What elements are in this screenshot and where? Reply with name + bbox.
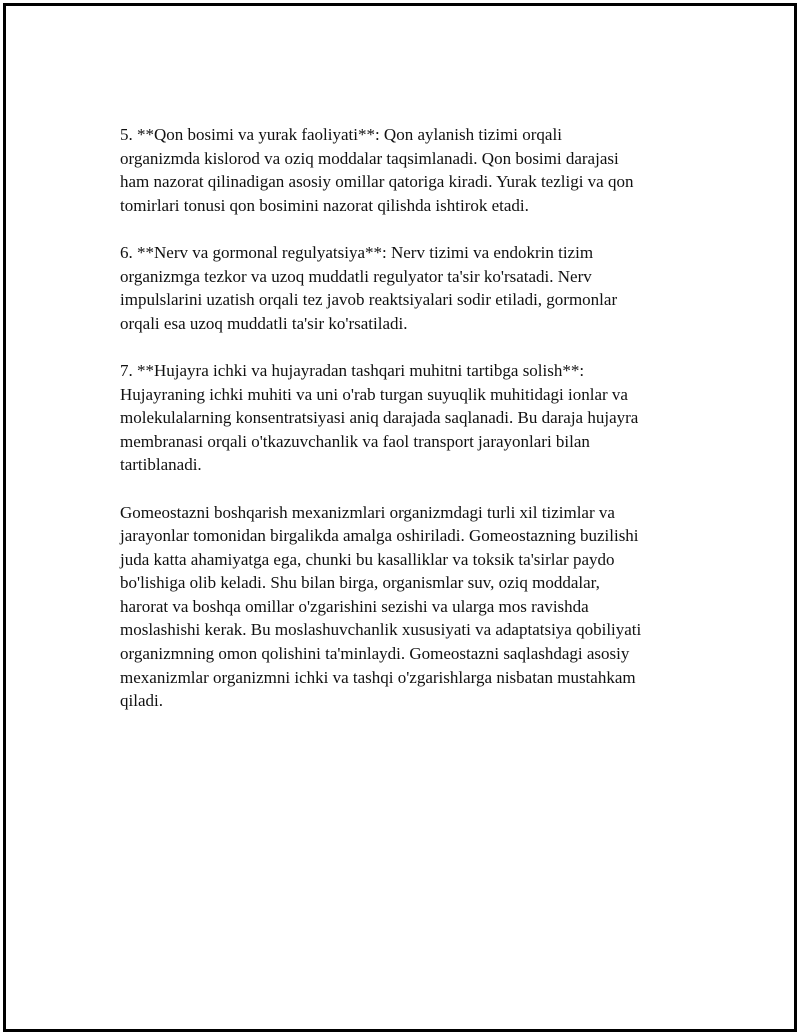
paragraph-cell-environment: 7. **Hujayra ichki va hujayradan tashqari muhitni tartibga solish**: Hujayraning ichki muhiti va uni o'rab turgan suyuqlik muhitidagi ionlar va molekulalarning konsentratsiyasi aniq darajada saqlanadi. Bu daraja hujayra membranasi orqali o'tkazuvchanlik va faol transport jarayonlari bilan tartiblanadi. [120,360,639,475]
paragraph-blood-pressure: 5. **Qon bosimi va yurak faoliyati**: Qon aylanish tizimi orqali organizmda kislorod va oziq moddalar taqsimlanadi. Qon bosimi darajasi ham nazorat qilinadigan asosiy omillar qatoriga kiradi. Yurak tezligi va qon tomirlari tonusi qon bosimini nazorat qilishda ishtirok etadi. [120,125,634,215]
document-body [120,123,690,736]
paragraph-homeostasis-summary: Gomeostazni boshqarish mexanizmlari organizmdagi turli xil tizimlar va jarayonlar tomonidan birgalikda amalga oshiriladi. Gomeostazning buzilishi juda katta ahamiyatga ega, chunki bu kasalliklar va toksik ta'sirlar paydo bo'lishiga olib keladi. Shu bilan birga, organismlar suv, oziq moddalar, harorat va boshqa omillar o'zgarishini sezishi va ularga mos ravishda moslashishi kerak. Bu moslashuvchanlik xususiyati va adaptatsiya qobiliyati organizmning omon qolishini ta'minlaydi. Gomeostazni saqlashdagi asosiy mexanizmlar organizmni ichki va tashqi o'zgarishlarga nisbatan mustahkam qiladi. [120,502,642,711]
paragraph-neural-hormonal-regulation: 6. **Nerv va gormonal regulyatsiya**: Nerv tizimi va endokrin tizim organizmga tezkor va uzoq muddatli regulyator ta'sir ko'rsatadi. Nerv impulslarini uzatish orqali tez javob reaktsiyalari sodir etiladi, gormonlar orqali esa uzoq muddatli ta'sir ko'rsatiladi. [120,242,618,333]
document-page [3,3,797,1032]
